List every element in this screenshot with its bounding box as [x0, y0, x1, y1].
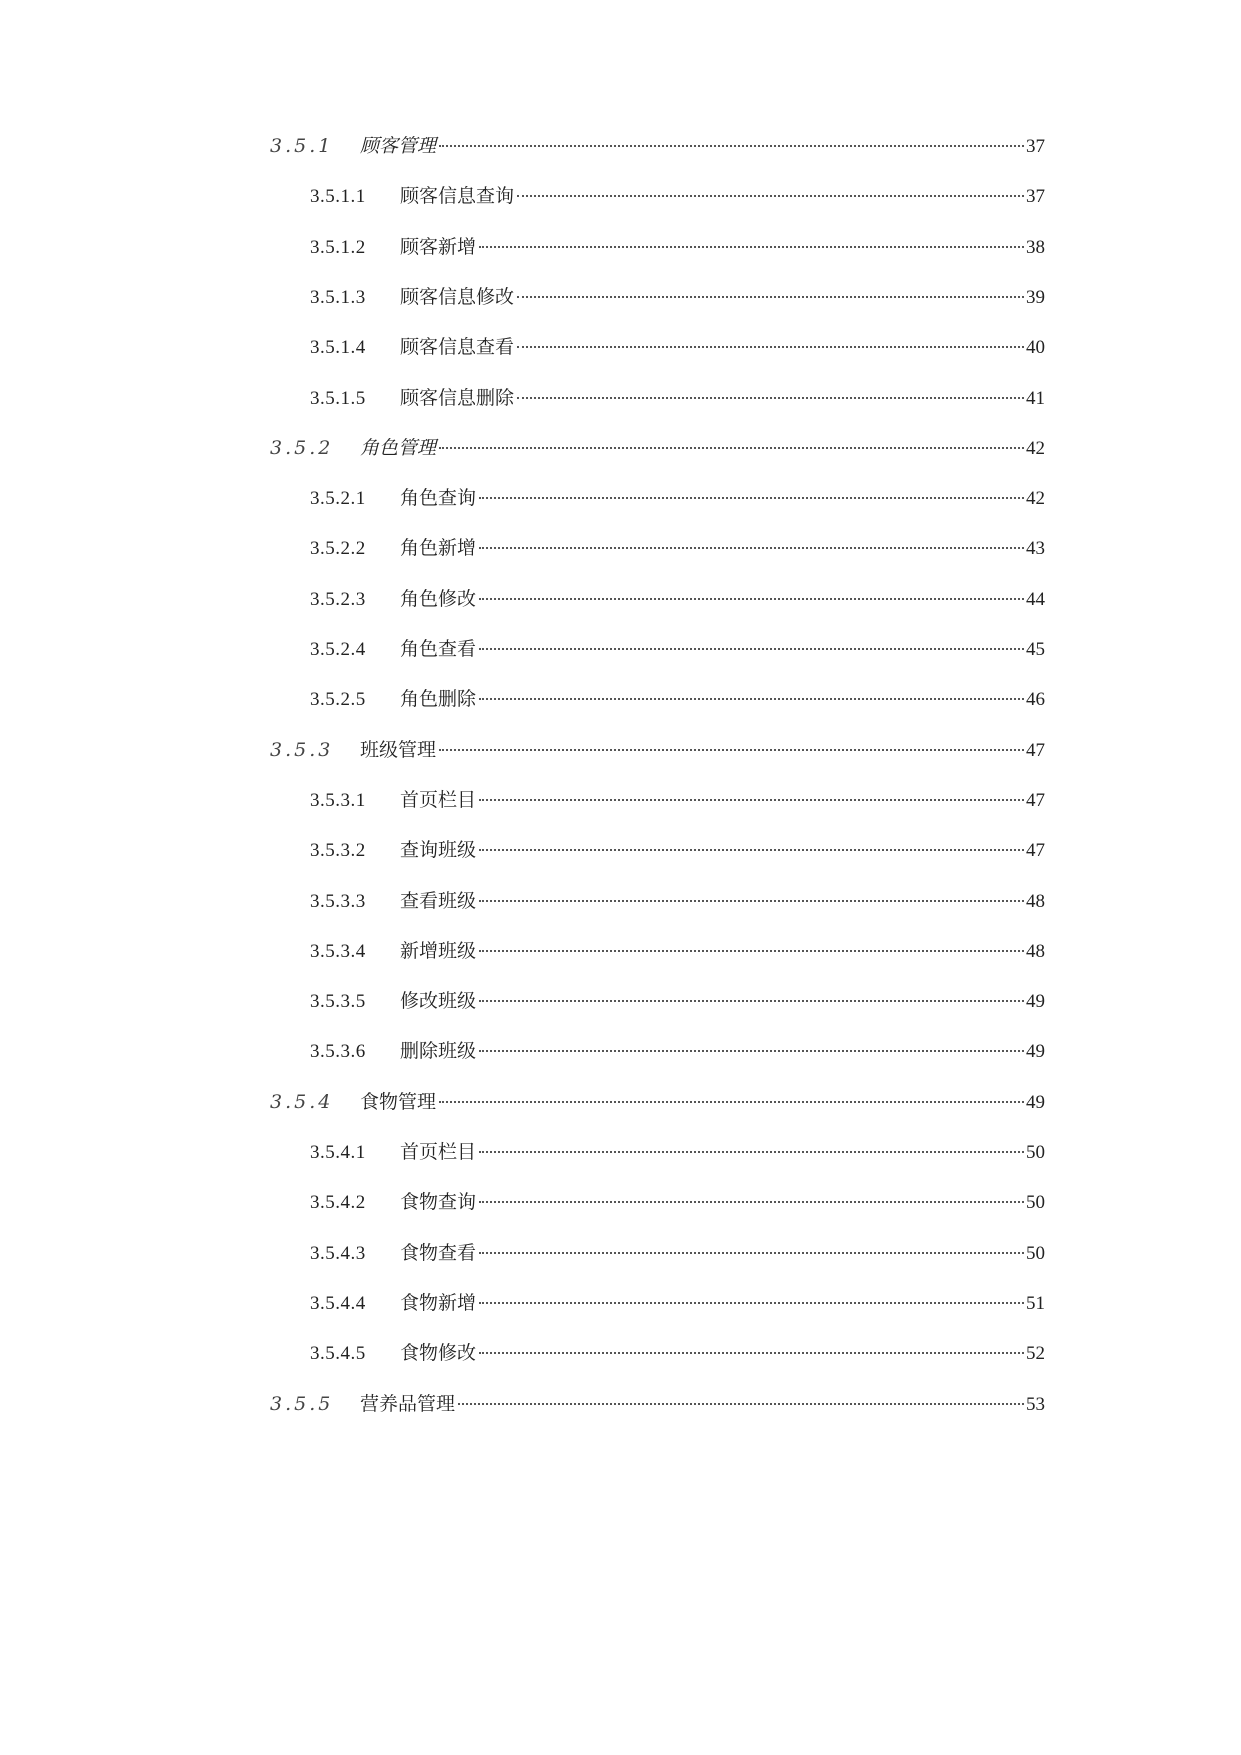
- toc-entry-number: 3.5.1.5: [310, 387, 366, 409]
- toc-entry[interactable]: [310, 936, 1045, 966]
- toc-entry-page-number: 39: [1026, 286, 1045, 308]
- dot-leader: [439, 1101, 1024, 1103]
- toc-entry-page-number: 46: [1026, 689, 1045, 711]
- dot-leader: [479, 1000, 1024, 1002]
- toc-entry-title: 顾客信息查询: [400, 185, 515, 208]
- toc-entry-page-number: 51: [1026, 1292, 1045, 1314]
- toc-entry-title: 食物查看: [400, 1241, 477, 1264]
- dot-leader: [479, 1151, 1024, 1153]
- toc-entry[interactable]: [310, 232, 1045, 262]
- toc-entry-page-number: 42: [1026, 488, 1045, 510]
- dot-leader: [458, 1403, 1024, 1405]
- dot-leader: [517, 346, 1024, 348]
- dot-leader: [517, 195, 1024, 197]
- toc-entry-number: 3.5.3.1: [310, 789, 366, 811]
- toc-entry-page-number: 40: [1026, 337, 1045, 359]
- toc-entry-number: 3.5.3.6: [310, 1041, 366, 1063]
- toc-entry-page-number: 50: [1026, 1142, 1045, 1163]
- toc-entry-page-number: 43: [1026, 538, 1045, 560]
- toc-entry-page-number: 37: [1026, 136, 1045, 157]
- toc-entry[interactable]: [310, 886, 1045, 916]
- toc-entry-number: 3.5.2.3: [310, 588, 366, 610]
- toc-entry-number: 3.5.3.4: [310, 940, 366, 962]
- toc-entry[interactable]: [310, 684, 1045, 714]
- toc-entry[interactable]: [310, 383, 1045, 413]
- dot-leader: [479, 598, 1024, 600]
- toc-entry-page-number: 52: [1026, 1343, 1045, 1365]
- toc-entry[interactable]: [310, 181, 1045, 211]
- dot-leader: [479, 1252, 1024, 1254]
- toc-entry[interactable]: [270, 1087, 1045, 1117]
- toc-entry-title: 班级管理: [360, 738, 437, 761]
- dot-leader: [439, 447, 1024, 449]
- toc-entry-title: 角色删除: [400, 688, 477, 711]
- toc-entry-page-number: 37: [1026, 186, 1045, 208]
- toc-entry-number: 3.5.1.1: [310, 186, 366, 208]
- toc-entry[interactable]: [310, 1338, 1045, 1368]
- toc-entry[interactable]: [310, 785, 1045, 815]
- toc-entry-number: 3.5.4.1: [310, 1142, 366, 1163]
- toc-entry-page-number: 41: [1026, 387, 1045, 409]
- toc-entry-title: 食物管理: [360, 1090, 437, 1113]
- toc-entry[interactable]: [310, 282, 1045, 312]
- toc-entry-title: 营养品管理: [360, 1392, 456, 1415]
- toc-entry[interactable]: [310, 1036, 1045, 1066]
- dot-leader: [439, 749, 1024, 751]
- toc-entry-number: 3.5.4: [270, 1090, 334, 1113]
- toc-entry-number: 3.5.2.1: [310, 488, 366, 510]
- toc-entry-title: 角色管理: [360, 436, 437, 459]
- dot-leader: [517, 296, 1024, 298]
- toc-entry-page-number: 49: [1026, 1091, 1045, 1113]
- toc-entry-title: 首页栏目: [400, 788, 477, 811]
- toc-entry-number: 3.5.1.2: [310, 236, 366, 258]
- toc-entry-number: 3.5.1: [270, 135, 334, 157]
- toc-entry-number: 3.5.2.5: [310, 689, 366, 711]
- toc-entry-page-number: 50: [1026, 1192, 1045, 1214]
- toc-entry[interactable]: [270, 433, 1045, 463]
- toc-entry-page-number: 45: [1026, 639, 1045, 660]
- toc-entry-number: 3.5.4.5: [310, 1343, 366, 1365]
- dot-leader: [479, 1302, 1024, 1304]
- toc-entry-page-number: 48: [1026, 940, 1045, 962]
- toc-entry-number: 3.5.4.3: [310, 1242, 366, 1264]
- toc-entry-number: 3.5.3.5: [310, 991, 366, 1013]
- toc-entry-title: 顾客信息查看: [400, 336, 515, 359]
- toc-entry-page-number: 47: [1026, 739, 1045, 761]
- dot-leader: [479, 698, 1024, 700]
- toc-entry-title: 删除班级: [400, 1040, 477, 1063]
- toc-entry-title: 角色查询: [400, 487, 477, 510]
- toc-entry-title: 食物修改: [400, 1342, 477, 1365]
- toc-entry[interactable]: [310, 986, 1045, 1016]
- toc-entry[interactable]: [310, 483, 1045, 513]
- dot-leader: [479, 246, 1024, 248]
- toc-entry-number: 3.5.4.2: [310, 1192, 366, 1214]
- dot-leader: [479, 1352, 1024, 1354]
- dot-leader: [479, 799, 1024, 801]
- toc-entry-title: 顾客信息删除: [400, 386, 515, 409]
- toc-entry-title: 食物新增: [400, 1291, 477, 1314]
- toc-entry-page-number: 47: [1026, 840, 1045, 862]
- toc-entry[interactable]: [270, 131, 1045, 161]
- toc-entry-number: 3.5.2.4: [310, 639, 366, 660]
- toc-entry-number: 3.5.3: [270, 738, 334, 761]
- toc-entry-page-number: 48: [1026, 890, 1045, 912]
- toc-entry-title: 角色查看: [400, 638, 477, 660]
- dot-leader: [479, 547, 1024, 549]
- toc-entry-page-number: 49: [1026, 991, 1045, 1013]
- dot-leader: [479, 1050, 1024, 1052]
- dot-leader: [479, 497, 1024, 499]
- toc-entry-title: 新增班级: [400, 939, 477, 962]
- toc-entry[interactable]: [310, 533, 1045, 563]
- toc-entry-title: 角色修改: [400, 587, 477, 610]
- toc-entry-number: 3.5.3.3: [310, 890, 366, 912]
- toc-entry-number: 3.5.1.4: [310, 337, 366, 359]
- toc-entry[interactable]: [310, 1187, 1045, 1217]
- toc-entry-page-number: 50: [1026, 1242, 1045, 1264]
- toc-entry-title: 食物查询: [400, 1191, 477, 1214]
- dot-leader: [517, 397, 1024, 399]
- toc-entry-title: 首页栏目: [400, 1141, 477, 1163]
- dot-leader: [479, 950, 1024, 952]
- dot-leader: [479, 1201, 1024, 1203]
- toc-entry-title: 顾客新增: [400, 235, 477, 258]
- toc-entry-page-number: 47: [1026, 789, 1045, 811]
- toc-entry-title: 查看班级: [400, 889, 477, 912]
- toc-entry[interactable]: [310, 1238, 1045, 1268]
- toc-entry[interactable]: [310, 584, 1045, 614]
- dot-leader: [479, 648, 1024, 650]
- toc-entry-number: 3.5.1.3: [310, 286, 366, 308]
- dot-leader: [479, 849, 1024, 851]
- toc-entry[interactable]: [310, 1137, 1045, 1167]
- toc-entry-title: 顾客信息修改: [400, 285, 515, 308]
- dot-leader: [439, 145, 1024, 147]
- toc-entry-number: 3.5.2.2: [310, 538, 366, 560]
- toc-entry-title: 角色新增: [400, 537, 477, 560]
- toc-entry-title: 查询班级: [400, 839, 477, 862]
- toc-entry-number: 3.5.5: [270, 1392, 334, 1415]
- toc-entry-page-number: 49: [1026, 1041, 1045, 1063]
- toc-entry[interactable]: [270, 1389, 1045, 1419]
- toc-entry[interactable]: [270, 735, 1045, 765]
- toc-entry[interactable]: [310, 1288, 1045, 1318]
- toc-entry-title: 修改班级: [400, 990, 477, 1013]
- toc-entry-page-number: 53: [1026, 1393, 1045, 1415]
- toc-entry-number: 3.5.2: [270, 436, 334, 459]
- dot-leader: [479, 900, 1024, 902]
- toc-entry[interactable]: [310, 332, 1045, 362]
- toc-entry[interactable]: [310, 634, 1045, 664]
- toc-entry-page-number: 44: [1026, 588, 1045, 610]
- toc-entry-title: 顾客管理: [360, 135, 437, 157]
- toc-entry-page-number: 42: [1026, 437, 1045, 459]
- toc-entry-number: 3.5.3.2: [310, 840, 366, 862]
- toc-entry-page-number: 38: [1026, 236, 1045, 258]
- toc-entry[interactable]: [310, 835, 1045, 865]
- toc-entry-number: 3.5.4.4: [310, 1292, 366, 1314]
